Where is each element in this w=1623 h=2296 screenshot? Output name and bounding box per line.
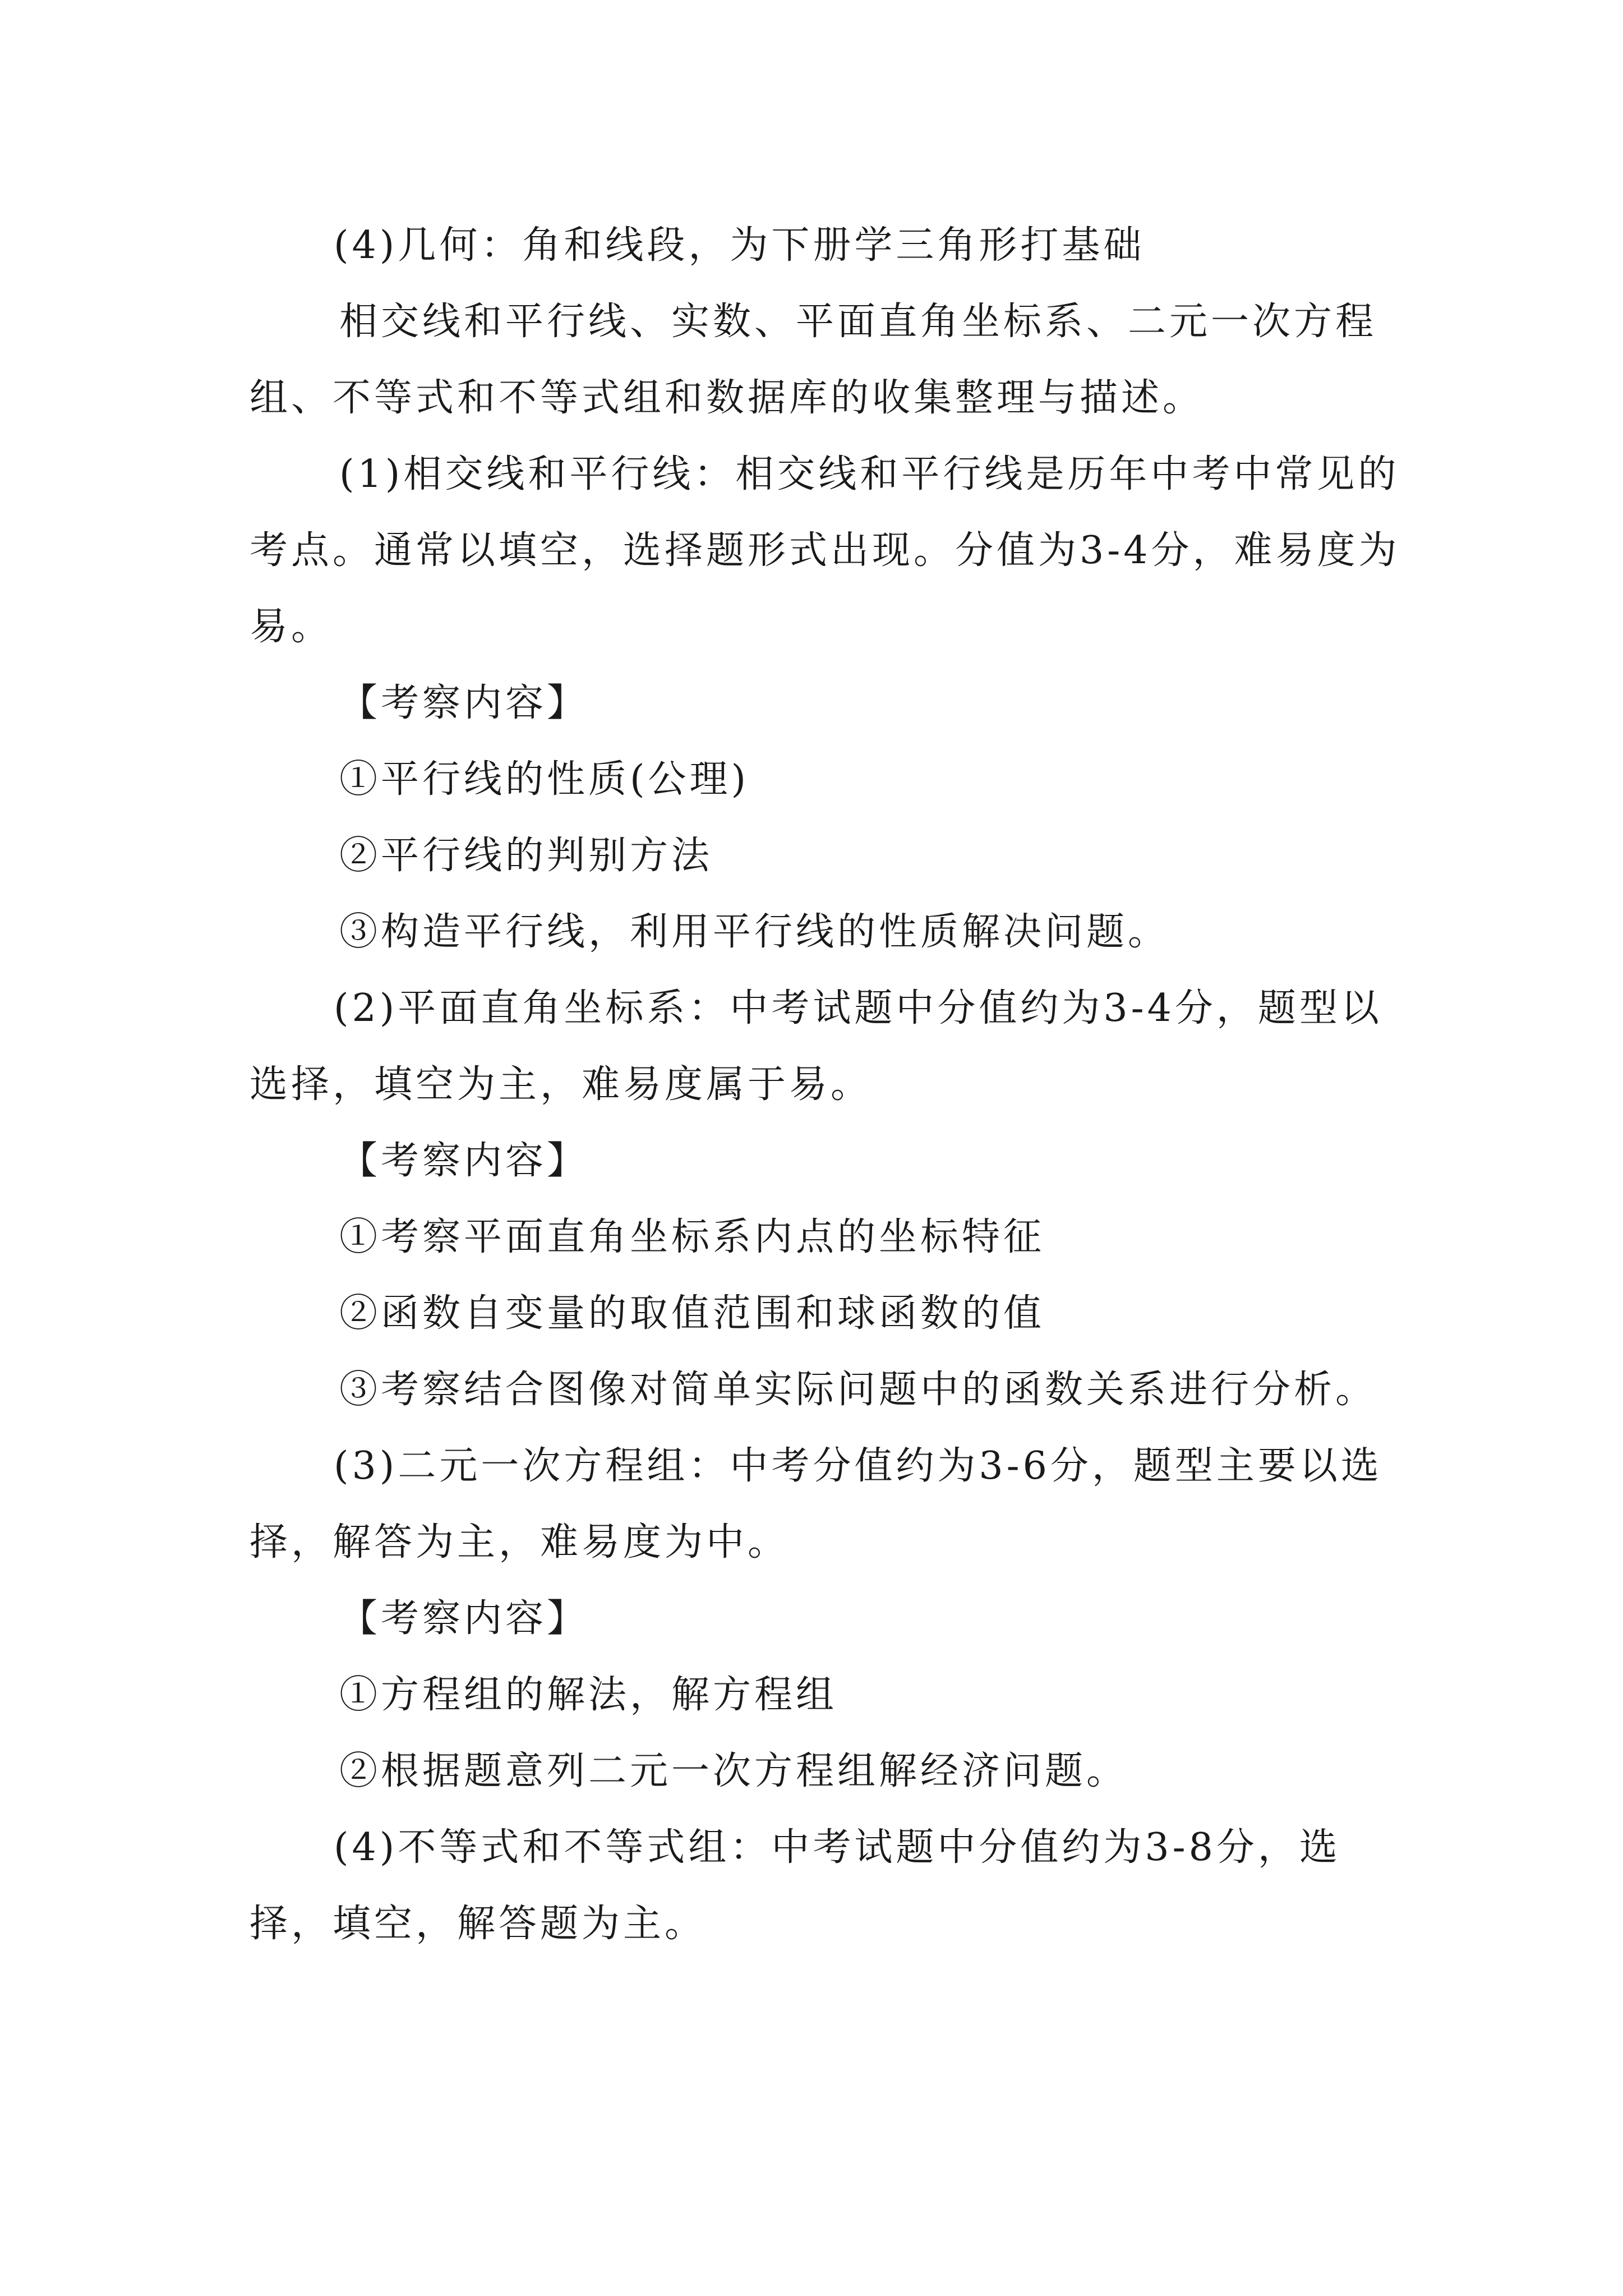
heading-exam-content: 【考察内容】 — [339, 1596, 589, 1641]
list-item: ②根据题意列二元一次方程组解经济问题。 — [339, 1749, 1128, 1793]
list-item: ②函数自变量的取值范围和球函数的值 — [339, 1291, 1045, 1336]
body-text — [250, 208, 1405, 1962]
heading-exam-content: 【考察内容】 — [339, 681, 589, 725]
paragraph-inequalities: (4)不等式和不等式组：中考试题中分值约为3-8分，选择，填空，解答题为主。 — [250, 1825, 1341, 1946]
paragraph-geometry-topic: (4)几何：角和线段，为下册学三角形打基础 — [334, 223, 1145, 268]
list-item: ①考察平面直角坐标系内点的坐标特征 — [339, 1215, 1045, 1259]
paragraph-coordinate-system: (2)平面直角坐标系：中考试题中分值约为3-4分，题型以选择，填空为主，难易度属于易。 — [250, 986, 1382, 1107]
heading-exam-content: 【考察内容】 — [339, 1139, 589, 1183]
paragraph-intersecting-parallel-lines: (1)相交线和平行线：相交线和平行线是历年中考中常见的考点。通常以填空，选择题形式出现。分值为3-4分，难易度为易。 — [250, 452, 1400, 649]
list-item: ②平行线的判别方法 — [339, 834, 713, 878]
list-item: ③考察结合图像对简单实际问题中的函数关系进行分析。 — [339, 1368, 1377, 1412]
paragraph-topic-overview: 相交线和平行线、实数、平面直角坐标系、二元一次方程组、不等式和不等式组和数据库的收集整理与描述。 — [250, 300, 1377, 420]
list-item: ③构造平行线，利用平行线的性质解决问题。 — [339, 910, 1170, 954]
list-item: ①平行线的性质(公理) — [339, 757, 750, 802]
list-item: ①方程组的解法，解方程组 — [339, 1673, 838, 1717]
paragraph-linear-equations: (3)二元一次方程组：中考分值约为3-6分，题型主要以选择，解答为主，难易度为中。 — [250, 1444, 1382, 1565]
